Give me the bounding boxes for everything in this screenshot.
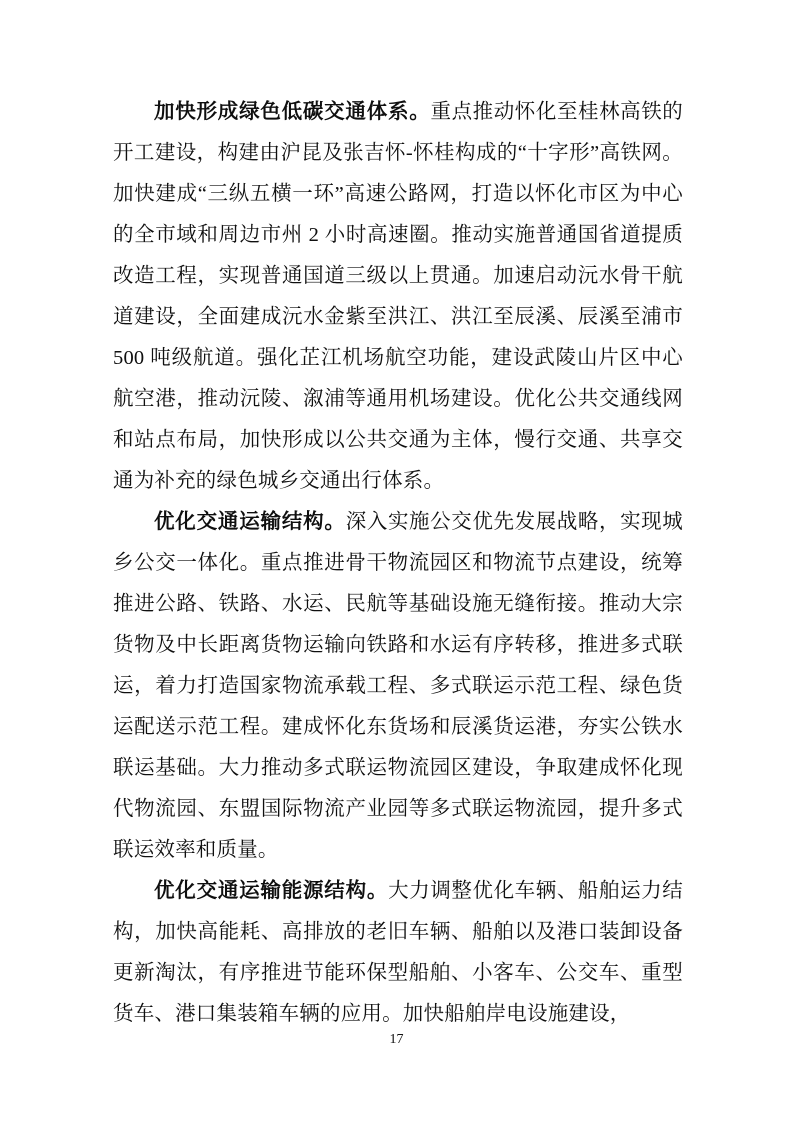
paragraph-lead: 加快形成绿色低碳交通体系。: [154, 101, 431, 123]
page-number: 17: [389, 1032, 404, 1047]
paragraph-lead: 优化交通运输结构。: [154, 511, 346, 533]
paragraph: [113, 502, 683, 871]
paragraph-body: 重点推动怀化至桂林高铁的开工建设，构建由沪昆及张吉怀-怀桂构成的“十字形”高铁网。加快建成“三纵五横一环”高速公路网，打造以怀化市区为中心的全市域和周边市州 2 小时高速圈。推动实施普通国省道提质改造工程，实现普通国道三级以上贯通。加速启动沅水骨干航道建设，全面建成沅水金紫至洪江、洪江至辰溪、辰溪至浦市 500 吨级航道。强化芷江机场航空功能，建设武陵山片区中心航空港，推动沅陵、溆浦等通用机场建设。优化公共交通线网和站点布局，加快形成以公共交通为主体，慢行交通、共享交通为补充的绿色城乡交通出行体系。: [113, 101, 683, 492]
paragraph-body: 大力调整优化车辆、船舶运力结构，加快高能耗、高排放的老旧车辆、船舶以及港口装卸设备更新淘汰，有序推进节能环保型船舶、小客车、公交车、重型货车、港口集装箱车辆的应用。加快船舶岸电设施建设，: [113, 880, 683, 1025]
page-content: [113, 92, 683, 1035]
paragraph-body: 深入实施公交优先发展战略，实现城乡公交一体化。重点推进骨干物流园区和物流节点建设，统筹推进公路、铁路、水运、民航等基础设施无缝衔接。推动大宗货物及中长距离货物运输向铁路和水运有序转移，推进多式联运，着力打造国家物流承载工程、多式联运示范工程、绿色货运配送示范工程。建成怀化东货场和辰溪货运港，夯实公铁水联运基础。大力推动多式联运物流园区建设，争取建成怀化现代物流园、东盟国际物流产业园等多式联运物流园，提升多式联运效率和质量。: [113, 511, 683, 861]
paragraph: [113, 92, 683, 502]
paragraph-lead: 优化交通运输能源结构。: [154, 880, 389, 902]
paragraph: [113, 871, 683, 1035]
